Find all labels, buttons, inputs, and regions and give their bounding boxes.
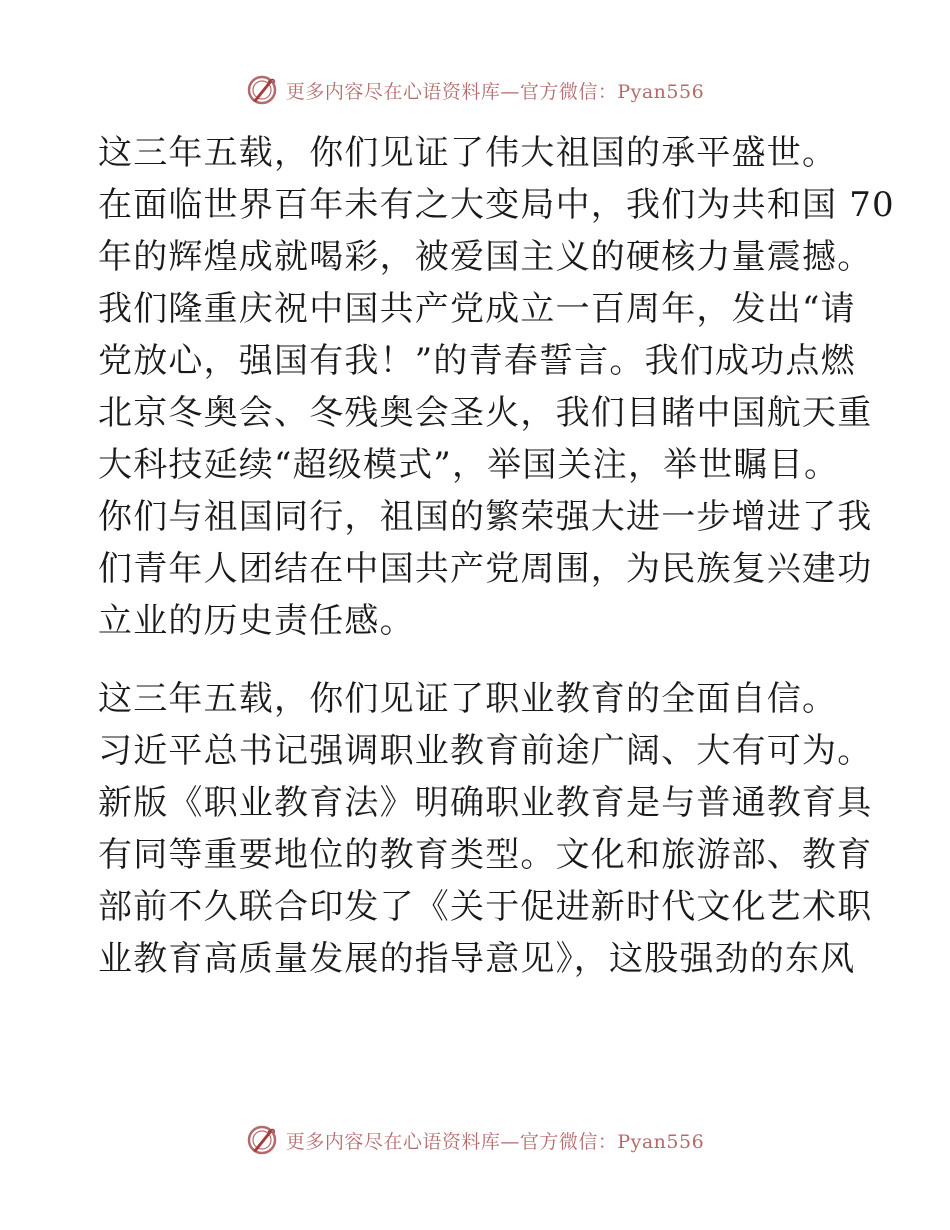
text-line: 们青年人团结在中国共产党周围，为民族复兴建功: [98, 549, 873, 589]
quill-pen-logo-icon: [246, 1124, 278, 1156]
text-line: 大科技延续“超级模式”，举国关注，举世瞩目。: [98, 445, 840, 485]
text-line: 这三年五载，你们见证了伟大祖国的承平盛世。: [98, 133, 838, 173]
watermark-text: 更多内容尽在心语资料库—官方微信：Pyan556: [285, 80, 705, 103]
text-line: 北京冬奥会、冬残奥会圣火，我们目睹中国航天重: [98, 393, 873, 433]
text-line: 有同等重要地位的教育类型。文化和旅游部、教育: [98, 835, 873, 875]
quill-pen-logo-icon: [246, 74, 278, 106]
paragraph: [98, 673, 873, 985]
text-line: 你们与祖国同行，祖国的繁荣强大进一步增进了我: [98, 497, 873, 537]
text-line: 立业的历史责任感。: [98, 601, 415, 641]
text-line: 我们隆重庆祝中国共产党成立一百周年，发出“请: [98, 289, 856, 329]
text-line: 业教育高质量发展的指导意见》，这股强劲的东风: [98, 939, 856, 979]
watermark-text: 更多内容尽在心语资料库—官方微信：Pyan556: [285, 1130, 705, 1153]
text-line: 这三年五载，你们见证了职业教育的全面自信。: [98, 679, 838, 719]
text-line: 年的辉煌成就喝彩，被爱国主义的硬核力量震撼。: [98, 237, 873, 277]
text-line: 党放心，强国有我！”的青春誓言。我们成功点燃: [98, 341, 856, 381]
header-watermark: [0, 70, 950, 110]
footer-watermark: [0, 1120, 950, 1160]
text-line: 新版《职业教育法》明确职业教育是与普通教育具: [98, 783, 873, 823]
document-body: [98, 127, 895, 985]
text-line: 部前不久联合印发了《关于促进新时代文化艺术职: [98, 887, 873, 927]
text-line: 习近平总书记强调职业教育前途广阔、大有可为。: [98, 731, 873, 771]
paragraph: [98, 127, 895, 647]
text-line: 在面临世界百年未有之大变局中，我们为共和国 70: [98, 185, 895, 225]
